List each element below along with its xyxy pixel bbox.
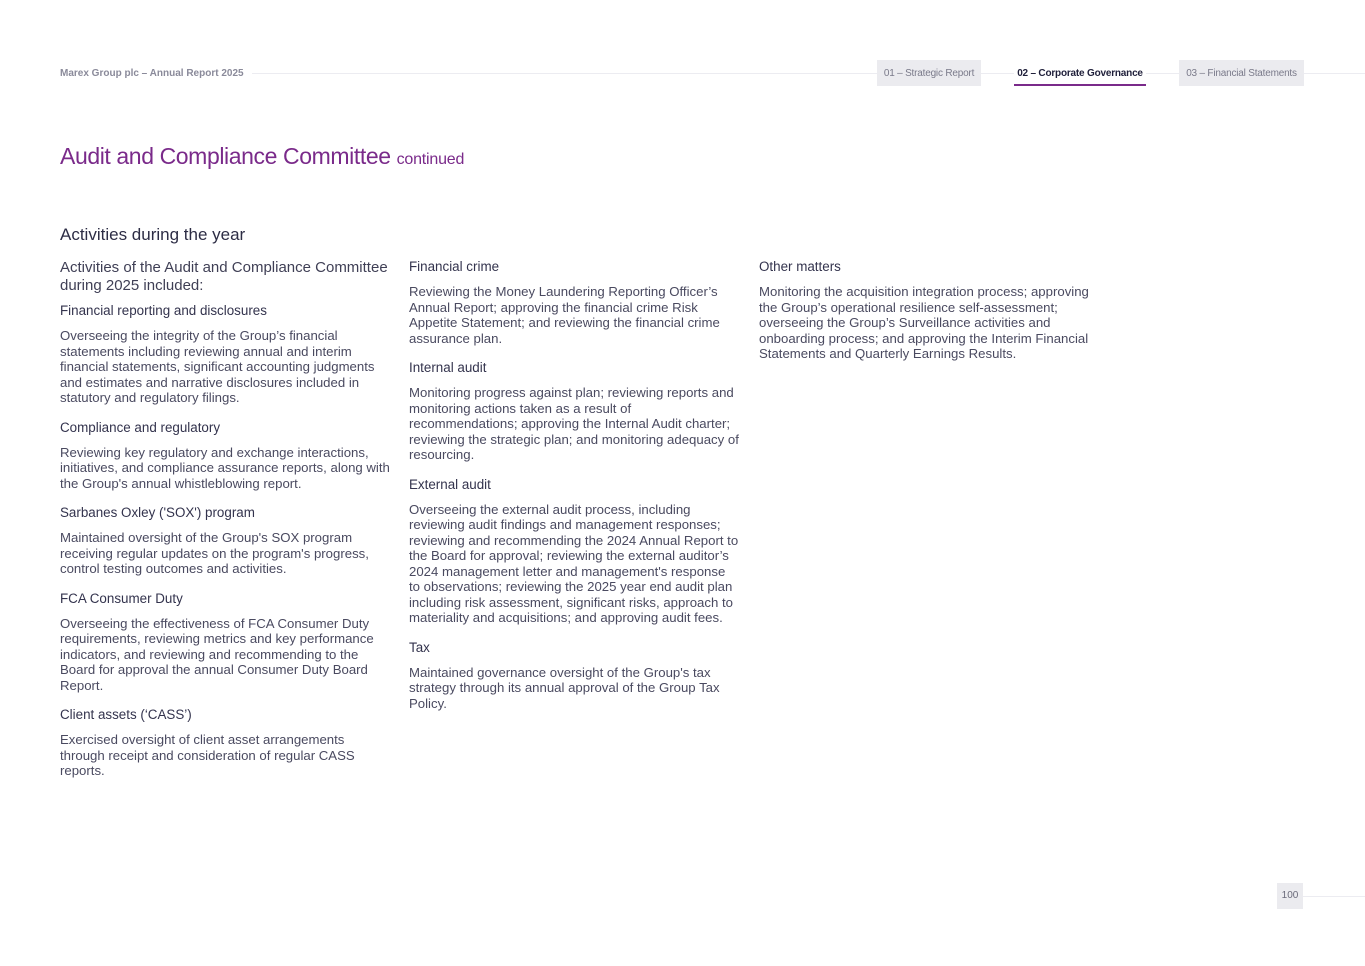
block-heading-consumer-duty: FCA Consumer Duty: [60, 590, 183, 606]
block-text-financial-crime: Reviewing the Money Laundering Reporting Officer’s Annual Report; approving the financial crime Risk Appetite Statement; and reviewing the financial crime assurance plan.: [409, 284, 720, 346]
block-heading-client-assets: Client assets (‘CASS’): [60, 707, 192, 722]
tab-strategic-report[interactable]: 01 – Strategic Report: [877, 60, 981, 86]
column-right: [759, 259, 1089, 376]
block-text-sox: Maintained oversight of the Group's SOX program receiving regular updates on the program's progress, control testing outcomes and activities.: [60, 530, 369, 576]
page-title-main: Audit and Compliance Committee: [60, 143, 391, 169]
block-heading-tax: Tax: [409, 639, 430, 655]
section-title: Activities during the year: [60, 225, 246, 244]
column-left: [60, 259, 390, 793]
block-text-external-audit: Overseeing the external audit process, including reviewing audit findings and management responses; reviewing and recommending the 2024 Annual Report to the Board for approval; reviewing the external auditor’s 2024 management letter and management's response to observations; reviewing the 2025 year end audit plan including risk assessment, significant risks, approach to materiality and acquisitions; and approving audit fees.: [409, 501, 739, 625]
column-intro: Activities of the Audit and Compliance Committee during 2025 included:: [60, 259, 388, 294]
report-title: Marex Group plc – Annual Report 2025: [60, 68, 252, 79]
footer-divider: [1303, 896, 1365, 897]
block-heading-other-matters: Other matters: [759, 259, 841, 274]
page-number: 100: [1277, 883, 1303, 909]
tab-financial-statements[interactable]: 03 – Financial Statements: [1179, 60, 1304, 86]
block-text-consumer-duty: Overseeing the effectiveness of FCA Consumer Duty requirements, reviewing metrics and key performance indicators, and reviewing and recommending to the Board for approval the annual Consumer Duty Board Report.: [60, 615, 374, 693]
page-title: [60, 143, 464, 170]
block-heading-external-audit: External audit: [409, 476, 491, 492]
tab-corporate-governance[interactable]: 02 – Corporate Governance: [1014, 60, 1146, 86]
block-heading-compliance: Compliance and regulatory: [60, 419, 221, 435]
block-text-financial-reporting: Overseeing the integrity of the Group’s financial statements including reviewing annual and interim financial statements, significant accounting judgments and estimates and narrative disclosures included in statutory and regulatory filings.: [60, 328, 375, 405]
block-text-client-assets: Exercised oversight of client asset arrangements through receipt and consideration of regular CASS reports.: [60, 732, 355, 778]
block-heading-sox: Sarbanes Oxley ('SOX') program: [60, 505, 255, 520]
block-text-internal-audit: Monitoring progress against plan; reviewing reports and monitoring actions taken as a result of recommendations; approving the Internal Audit charter; reviewing the strategic plan; and monitoring adequacy of resourcing.: [409, 385, 739, 462]
block-text-compliance: Reviewing key regulatory and exchange interactions, initiatives, and compliance assurance reports, along with the Group's annual whistleblowing report.: [60, 444, 390, 491]
block-heading-financial-crime: Financial crime: [409, 259, 500, 274]
column-middle: [409, 259, 739, 725]
block-text-tax: Maintained governance oversight of the Group's tax strategy through its annual approval of the Group Tax Policy.: [409, 664, 720, 711]
page-title-suffix: continued: [396, 151, 465, 168]
block-heading-financial-reporting: Financial reporting and disclosures: [60, 303, 267, 318]
block-heading-internal-audit: Internal audit: [409, 360, 487, 375]
block-text-other-matters: Monitoring the acquisition integration process; approving the Group’s operational resilience self-assessment; overseeing the Group’s Surveillance activities and onboarding process; and approving the Interim Financial Statements and Quarterly Earnings Results.: [759, 284, 1089, 361]
